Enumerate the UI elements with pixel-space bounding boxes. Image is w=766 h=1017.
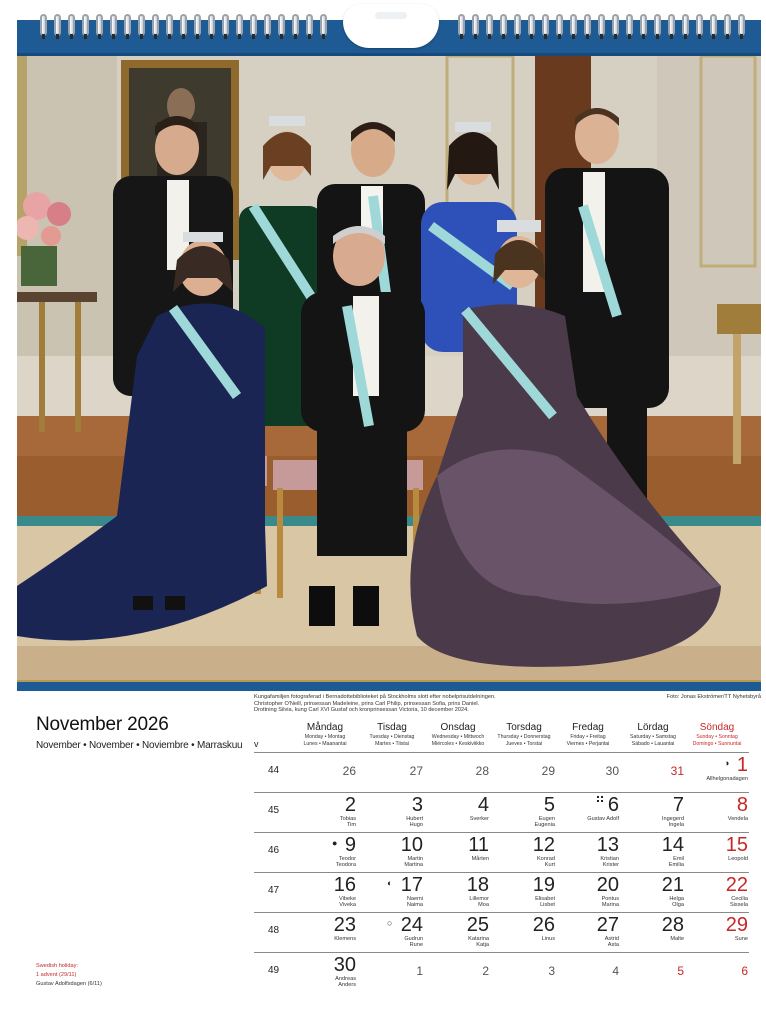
- binding-ring: [542, 14, 549, 36]
- name-day: Hubert: [406, 816, 423, 822]
- day-number: 7: [672, 794, 684, 816]
- day-cell[interactable]: [359, 832, 423, 872]
- day-number: 17: [400, 874, 423, 896]
- name-day: Teodor: [338, 856, 356, 862]
- month-title: November 2026: [36, 714, 169, 735]
- day-cell[interactable]: [425, 752, 489, 792]
- binding-ring: [556, 14, 563, 36]
- day-cell[interactable]: [555, 752, 619, 792]
- day-name-translation: Wednesday • Mittwoch: [431, 734, 485, 740]
- binding-ring: [724, 14, 731, 36]
- name-day: Leopold: [728, 856, 748, 862]
- day-name-translation: Sunday • Sonntag: [696, 734, 738, 740]
- week-number: 48: [268, 925, 280, 936]
- name-day: Emilia: [668, 862, 684, 869]
- name-day: Kristian: [600, 856, 619, 862]
- binding-ring: [514, 14, 521, 36]
- day-number: 5: [677, 964, 684, 978]
- day-number: 1: [736, 754, 748, 776]
- binding-ring: [222, 14, 229, 36]
- binding-ring: [584, 14, 591, 36]
- day-cell[interactable]: [555, 952, 619, 992]
- day-cell[interactable]: [491, 872, 555, 912]
- day-cell[interactable]: [359, 952, 423, 992]
- day-number: 24: [400, 914, 423, 936]
- day-number: 2: [344, 794, 356, 816]
- binding-ring: [124, 14, 131, 36]
- name-day: Eugen: [538, 816, 555, 822]
- day-number: 6: [741, 964, 748, 978]
- week-row: [254, 752, 749, 792]
- binding-ring: [668, 14, 675, 36]
- binding-ring: [180, 14, 187, 36]
- day-name-translation: Friday • Freitag: [570, 734, 606, 740]
- name-day: Martin: [407, 856, 423, 862]
- day-cell[interactable]: [491, 752, 555, 792]
- day-number: 20: [596, 874, 619, 896]
- binding-ring: [738, 14, 745, 36]
- binding-ring: [696, 14, 703, 36]
- hanger-hole: [343, 4, 439, 48]
- day-cell[interactable]: [292, 952, 356, 992]
- day-number: 26: [532, 914, 555, 936]
- week-number: 45: [268, 805, 280, 816]
- day-number: 21: [661, 874, 684, 896]
- day-cell[interactable]: [491, 792, 555, 832]
- name-day: Ingegerd: [661, 816, 684, 822]
- day-number: 27: [409, 764, 423, 778]
- binding-ring: [598, 14, 605, 36]
- day-number: 10: [400, 834, 423, 856]
- day-number: 29: [541, 764, 555, 778]
- binding-ring: [152, 14, 159, 36]
- day-cell[interactable]: [684, 752, 748, 792]
- moon-phase-icon: ○: [387, 918, 393, 928]
- name-day: Naemi: [406, 896, 423, 902]
- day-cell[interactable]: [491, 832, 555, 872]
- name-day: Andreas: [335, 976, 356, 982]
- day-cell[interactable]: [359, 872, 423, 912]
- day-name: Söndag: [699, 722, 735, 733]
- day-name: Onsdag: [440, 722, 476, 733]
- name-day: Allhelgonadagen: [706, 776, 748, 782]
- day-cell[interactable]: [491, 912, 555, 952]
- day-cell[interactable]: [425, 912, 489, 952]
- holiday-heading: Swedish holiday:: [36, 963, 78, 969]
- binding-ring: [306, 14, 313, 36]
- name-day: Vibeke: [338, 896, 356, 902]
- day-header-0: [292, 722, 358, 752]
- day-number: 29: [725, 914, 748, 936]
- day-name-translation: Martes • Tiistai: [375, 741, 409, 747]
- day-number: 3: [548, 964, 555, 978]
- name-day: Anders: [338, 982, 356, 989]
- week-number: 46: [268, 845, 280, 856]
- week-number: 44: [268, 765, 280, 776]
- day-number: 14: [661, 834, 684, 856]
- day-number: 6: [607, 794, 619, 816]
- day-cell[interactable]: [684, 792, 748, 832]
- day-cell[interactable]: [425, 832, 489, 872]
- day-cell[interactable]: [684, 952, 748, 992]
- holiday-line: 1 advent (29/11): [36, 972, 77, 978]
- week-row: [254, 792, 749, 832]
- binding-ring: [500, 14, 507, 36]
- day-number: 11: [468, 834, 489, 856]
- week-number: 47: [268, 885, 280, 896]
- day-cell[interactable]: [684, 832, 748, 872]
- name-day: Cecilia: [731, 896, 748, 902]
- week-col-label: v: [254, 739, 259, 749]
- name-day: Tobias: [339, 816, 356, 822]
- name-day: Vendela: [727, 816, 748, 822]
- day-cell[interactable]: [620, 792, 684, 832]
- day-name-translation: Tuesday • Dienstag: [369, 734, 415, 740]
- binding-ring: [82, 14, 89, 36]
- binding-ring: [528, 14, 535, 36]
- name-day: Klemens: [334, 936, 356, 942]
- name-day: Hugo: [409, 822, 423, 829]
- day-name: Fredag: [572, 722, 604, 733]
- week-row: [254, 832, 749, 872]
- name-day: Emil: [673, 856, 684, 862]
- day-number: 19: [532, 874, 555, 896]
- name-day: Katarina: [468, 936, 489, 942]
- name-day: Gudrun: [404, 936, 423, 942]
- binding-ring: [68, 14, 75, 36]
- binding-ring: [194, 14, 201, 36]
- binding-ring: [236, 14, 243, 36]
- name-day: Naima: [406, 902, 423, 909]
- day-number: 8: [736, 794, 748, 816]
- day-number: 28: [661, 914, 684, 936]
- day-number: 15: [725, 834, 748, 856]
- day-cell[interactable]: [359, 752, 423, 792]
- day-name-translation: Jueves • Torstai: [505, 741, 543, 747]
- day-cell[interactable]: [292, 872, 356, 912]
- day-cell[interactable]: [292, 792, 356, 832]
- calendar-photo: [17, 56, 761, 680]
- day-number: 4: [612, 964, 619, 978]
- holiday-footnote: [36, 962, 102, 989]
- day-cell[interactable]: [292, 832, 356, 872]
- day-name-translation: Lunes • Maanantai: [303, 741, 347, 747]
- moon-phase-icon: ◑: [724, 758, 730, 768]
- day-cell[interactable]: [555, 832, 619, 872]
- day-number: 18: [466, 874, 489, 896]
- binding-ring: [138, 14, 145, 36]
- day-cell[interactable]: [620, 952, 684, 992]
- day-cell[interactable]: [359, 792, 423, 832]
- day-cell[interactable]: [555, 872, 619, 912]
- day-name: Torsdag: [506, 722, 542, 733]
- binding-ring: [612, 14, 619, 36]
- name-day: Malte: [670, 936, 684, 942]
- day-name: Måndag: [306, 722, 344, 733]
- caption-line: Christopher O'Neill, prinsessan Madeleine, prins Carl Philip, prinsessan Sofia, prins Daniel.: [254, 700, 480, 707]
- binding-ring: [292, 14, 299, 36]
- day-name-translation: Sábado • Lauantai: [631, 741, 675, 747]
- name-day: Marina: [601, 902, 619, 909]
- day-cell[interactable]: [292, 752, 356, 792]
- day-cell[interactable]: [491, 952, 555, 992]
- day-number: 5: [543, 794, 555, 816]
- day-cell[interactable]: [620, 912, 684, 952]
- name-day: Mårten: [471, 856, 489, 862]
- day-header-2: [425, 722, 491, 752]
- name-day: Ingela: [668, 822, 684, 829]
- day-name-translation: Thursday • Donnerstag: [497, 734, 551, 740]
- day-number: 3: [411, 794, 423, 816]
- day-name: Tisdag: [377, 722, 407, 733]
- photo-border: [17, 680, 761, 691]
- day-cell[interactable]: [425, 872, 489, 912]
- day-number: 31: [670, 764, 684, 778]
- royal-family-photo: [17, 56, 761, 680]
- name-day: Lisbet: [540, 902, 555, 909]
- name-day: Sune: [734, 936, 748, 942]
- flag-day-icon: [597, 796, 605, 804]
- binding-ring: [626, 14, 633, 36]
- binding-ring: [486, 14, 493, 36]
- week-number: 49: [268, 965, 280, 976]
- day-number: 16: [333, 874, 356, 896]
- name-day: Viveka: [339, 902, 356, 909]
- holiday-line: Gustav Adolfsdagen (6/11): [36, 981, 102, 987]
- name-day: Helga: [669, 896, 684, 902]
- name-day: Sissela: [729, 902, 748, 909]
- day-cell[interactable]: [555, 792, 619, 832]
- day-number: 12: [532, 834, 555, 856]
- day-name: Lördag: [637, 722, 669, 733]
- name-day: Eugenia: [534, 822, 555, 829]
- day-cell[interactable]: [425, 952, 489, 992]
- binding-ring: [458, 14, 465, 36]
- day-number: 28: [475, 764, 489, 778]
- day-name-translation: Monday • Montag: [304, 734, 346, 740]
- name-day: Kurt: [544, 862, 555, 869]
- binding-ring: [166, 14, 173, 36]
- day-header-4: [555, 722, 621, 752]
- day-cell[interactable]: [684, 912, 748, 952]
- name-day: Linus: [541, 936, 555, 942]
- name-day: Katja: [476, 942, 489, 949]
- day-cell[interactable]: [425, 792, 489, 832]
- binding-ring: [320, 14, 327, 36]
- day-header-3: [491, 722, 557, 752]
- day-number: 13: [596, 834, 619, 856]
- name-day: Lillemor: [469, 896, 489, 902]
- day-number: 2: [482, 964, 489, 978]
- binding-ring: [570, 14, 577, 36]
- binding-ring: [54, 14, 61, 36]
- name-day: Rune: [409, 942, 423, 949]
- day-number: 23: [333, 914, 356, 936]
- day-number: 25: [466, 914, 489, 936]
- day-number: 1: [416, 964, 423, 978]
- binding-ring: [710, 14, 717, 36]
- day-cell[interactable]: [684, 872, 748, 912]
- binding-ring: [682, 14, 689, 36]
- day-number: 27: [596, 914, 619, 936]
- binding-ring: [96, 14, 103, 36]
- day-number: 26: [342, 764, 356, 778]
- name-day: Martina: [404, 862, 423, 869]
- photo-caption: [254, 694, 644, 714]
- name-day: Krister: [602, 862, 619, 869]
- binding-ring: [250, 14, 257, 36]
- name-day: Moa: [478, 902, 489, 909]
- name-day: Teodora: [335, 862, 356, 869]
- day-cell[interactable]: [292, 912, 356, 952]
- day-header-1: [359, 722, 425, 752]
- name-day: Sverker: [469, 816, 489, 822]
- name-day: Elisabet: [535, 896, 555, 902]
- day-number: 4: [477, 794, 489, 816]
- day-cell[interactable]: [359, 912, 423, 952]
- binding-ring: [640, 14, 647, 36]
- binding-ring: [110, 14, 117, 36]
- binding-ring: [264, 14, 271, 36]
- binding-ring: [654, 14, 661, 36]
- caption-line: Kungafamiljen fotograferad i Bernadottebiblioteket på Stockholms slott efter nobelprisutdelningen.: [254, 694, 496, 700]
- day-cell[interactable]: [555, 912, 619, 952]
- day-name-translation: Miércoles • Keskiviikko: [431, 741, 485, 747]
- day-header-5: [620, 722, 686, 752]
- day-number: 9: [344, 834, 356, 856]
- day-number: 22: [725, 874, 748, 896]
- week-column-header: [254, 722, 274, 752]
- moon-phase-icon: ●: [332, 838, 338, 848]
- moon-phase-icon: ◐: [387, 878, 393, 888]
- name-day: Astrid: [604, 936, 619, 942]
- day-name-translation: Viernes • Perjantai: [566, 741, 610, 747]
- photo-credit: Foto: Jonas Ekströmer/TT Nyhetsbyrå: [666, 694, 761, 700]
- day-header-6: [684, 722, 750, 752]
- day-name-translation: Saturday • Samstag: [630, 734, 676, 740]
- name-day: Asta: [607, 942, 619, 949]
- name-day: Konrad: [536, 856, 555, 862]
- day-name-translation: Domingo • Sunnuntai: [692, 741, 742, 747]
- day-cell[interactable]: [620, 832, 684, 872]
- name-day: Gustav Adolf: [587, 816, 619, 822]
- month-subtitle: November • November • Noviembre • Marraskuu: [36, 740, 243, 751]
- week-row: [254, 872, 749, 912]
- week-row: [254, 952, 749, 992]
- day-cell[interactable]: [620, 752, 684, 792]
- name-day: Tim: [346, 822, 356, 829]
- binding-ring: [278, 14, 285, 36]
- name-day: Olga: [672, 902, 684, 909]
- caption-line: Drottning Silvia, kung Carl XVI Gustaf och kronprinsessan Victoria, 10 december 2024.: [254, 707, 469, 714]
- day-cell[interactable]: [620, 872, 684, 912]
- day-number: 30: [605, 764, 619, 778]
- day-number: 30: [333, 954, 356, 976]
- week-row: [254, 912, 749, 952]
- binding-ring: [208, 14, 215, 36]
- name-day: Pontus: [601, 896, 619, 902]
- binding-ring: [40, 14, 47, 36]
- binding-ring: [472, 14, 479, 36]
